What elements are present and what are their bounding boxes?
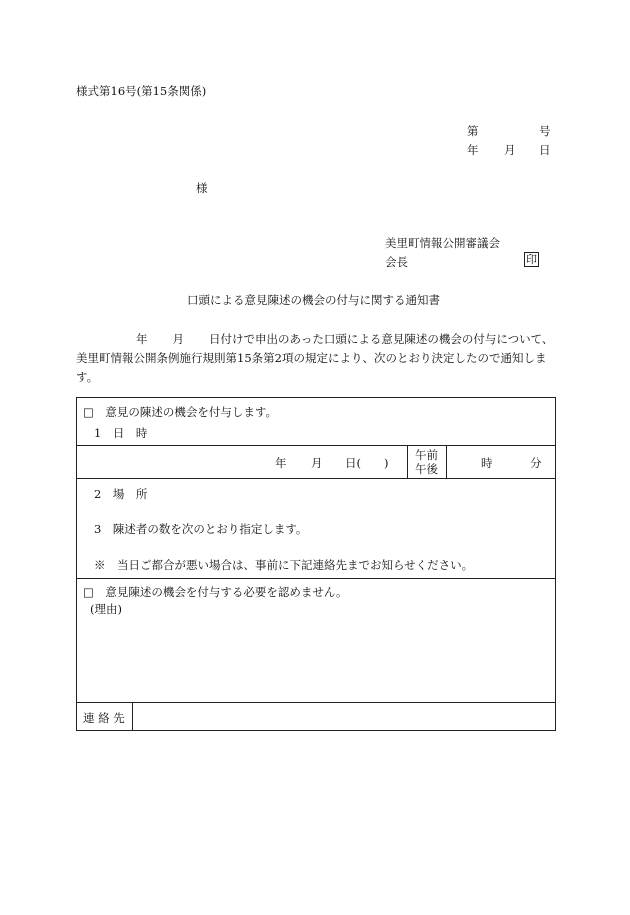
- table-divider: [76, 445, 556, 446]
- doc-number-suffix: 号: [539, 124, 551, 138]
- datetime-pm: 午後: [415, 462, 438, 476]
- item-place-label: 2 場 所: [94, 487, 148, 501]
- contact-label: 連 絡 先: [83, 711, 125, 725]
- body-month: 月: [172, 332, 184, 346]
- datetime-hour: 時: [481, 456, 493, 470]
- body-year: 年: [136, 332, 148, 346]
- datetime-day: 日( ): [345, 456, 389, 470]
- table-divider: [132, 702, 133, 731]
- datetime-am: 午前: [415, 448, 438, 462]
- sender-title: 会長: [385, 255, 408, 269]
- datetime-minute: 分: [530, 456, 542, 470]
- option-grant-checkbox-label: □ 意見の陳述の機会を付与します。: [83, 405, 277, 419]
- datetime-year: 年: [275, 456, 287, 470]
- seal-mark: 印: [526, 253, 537, 266]
- body-paragraph: [76, 330, 556, 387]
- item-datetime-label: 1 日 時: [94, 426, 148, 440]
- addressee-suffix: 様: [196, 181, 208, 195]
- reason-label: (理由): [90, 602, 122, 616]
- form-number: 様式第16号(第15条関係): [76, 84, 207, 98]
- doc-number-prefix: 第: [467, 124, 479, 138]
- body-text: 日付けで申出のあった口頭による意見陳述の機会の付与について、美里町情報公開条例施行規則第15条第2項の規定により、次のとおり決定したので通知します。: [76, 332, 554, 384]
- date-day-label: 日: [539, 143, 551, 157]
- option-deny-checkbox-label: □ 意見陳述の機会を付与する必要を認めません。: [83, 585, 348, 599]
- table-divider: [76, 702, 556, 703]
- sender-org: 美里町情報公開審議会: [385, 236, 500, 250]
- datetime-month: 月: [311, 456, 323, 470]
- note-text: ※ 当日ご都合が悪い場合は、事前に下記連絡先までお知らせください。: [94, 558, 474, 572]
- table-divider: [407, 445, 408, 478]
- date-month-label: 月: [504, 143, 516, 157]
- table-divider: [76, 578, 556, 579]
- document-title: 口頭による意見陳述の機会の付与に関する通知書: [187, 293, 440, 307]
- table-divider: [446, 445, 447, 478]
- item-speakers-label: 3 陳述者の数を次のとおり指定します。: [94, 522, 308, 536]
- table-divider: [76, 478, 556, 479]
- date-year-label: 年: [467, 143, 479, 157]
